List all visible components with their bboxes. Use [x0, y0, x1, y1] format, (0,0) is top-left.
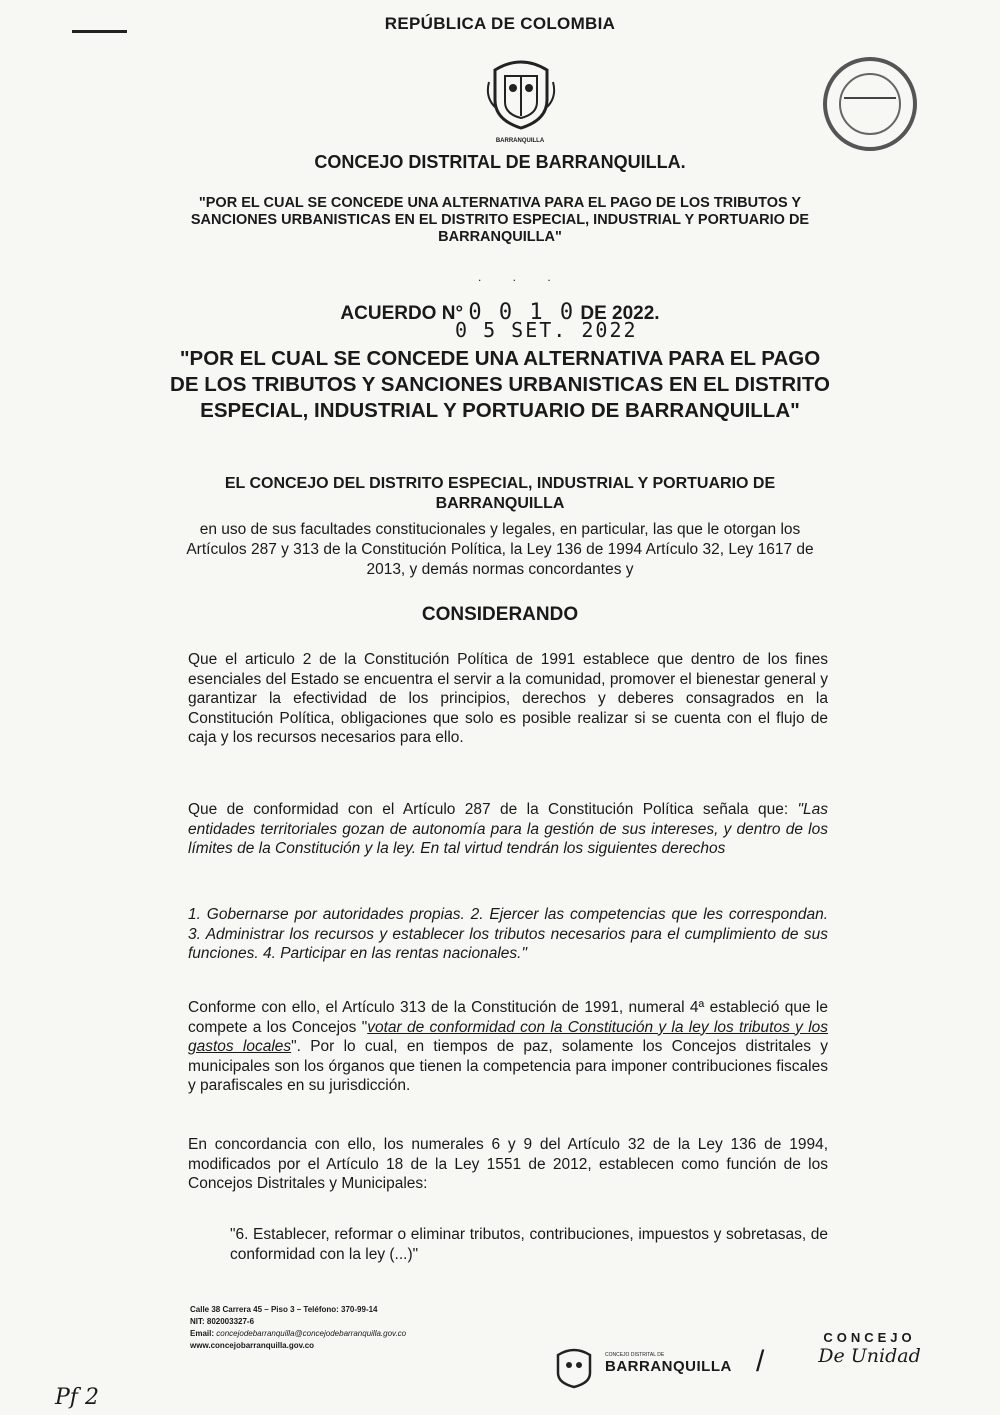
footer-crest-icon [552, 1345, 596, 1389]
republic-heading: REPÚBLICA DE COLOMBIA [384, 14, 616, 33]
council-heading: CONCEJO DISTRITAL DE BARRANQUILLA. [314, 152, 686, 172]
paragraph-article-313-end: ". Por lo cual, en tiempos de paz, solamente los Concejos distritales y municipales son los órganos que tienen la competencia para imponer contribuciones fiscales y parafiscales en su jurisdicción. [188, 1038, 828, 1094]
footer-slash: / [756, 1345, 765, 1378]
paragraph-ley-136: En concordancia con ello, los numerales 6 y 9 del Artículo 32 de la Ley 136 de 1994, modificados por el Artículo 18 de la Ley 1551 de 2012, establecen como función de los Concejos Distritales y Municipales: [188, 1136, 828, 1192]
council-body-heading: EL CONCEJO DEL DISTRITO ESPECIAL, INDUSTRIAL Y PORTUARIO DE BARRANQUILLA [224, 475, 776, 512]
paragraph-article-313-quote: votar de conformidad con la Constitución y la ley los tributos y los gastos locales [188, 1018, 829, 1055]
document-subtitle: "POR EL CUAL SE CONCEDE UNA ALTERNATIVA PARA EL PAGO DE LOS TRIBUTOS Y SANCIONES URBANISTICAS EN EL DISTRITO ESPECIAL, INDUSTRIAL Y PORTUARIO DE BARRANQUILLA" [190, 195, 810, 245]
dot-marks: . . . [478, 270, 565, 284]
footer-address: Calle 38 Carrera 45 – Piso 3 – Teléfono: 370-99-14 [190, 1305, 378, 1314]
paragraph-article-313-start: Conforme con ello, el Artículo 313 de la Constitución de 1991, numeral 4ª estableció que le compete a los Concejos " [188, 999, 828, 1036]
paragraph-article-287-intro: Que de conformidad con el Artículo 287 de la Constitución Política señala que: [188, 801, 789, 818]
footer-website: www.concejobarranquilla.gov.co [190, 1341, 315, 1350]
paragraph-article-287 [188, 800, 828, 859]
stamp-date: 0 5 SET. 2022 [455, 318, 638, 342]
acuerdo-year: DE 2022. [580, 303, 660, 324]
unity-logo-top-text: CONCEJO [823, 1330, 916, 1345]
seal-stamp-icon [822, 56, 918, 152]
paragraph-article-2: Que el articulo 2 de la Constitución Política de 1991 establece que dentro de los fines esenciales del Estado se encuentra el servir a la comunidad, promover el bienestar general y garantizar la efectividad de los principios, derechos y deberes consagrados en la Constitución Política, obligaciones que solo es posible realizar si se cuenta con el flujo de caja y los recursos necesarios para ello. [188, 651, 828, 746]
acuerdo-label: ACUERDO [340, 303, 437, 324]
unity-logo-bottom-text: De Unidad [818, 1345, 921, 1367]
footer-logo-small-text: CONCEJO DISTRITAL DE [605, 1352, 665, 1358]
concejo-de-unidad-logo [812, 1330, 927, 1367]
footer-email: concejodebarranquilla@concejodebarranquilla.gov.co [216, 1329, 407, 1338]
paragraph-article-313 [188, 998, 828, 1096]
footer-logo-big-text: BARRANQUILLA [605, 1358, 732, 1375]
footer-nit: NIT: 802003327-6 [190, 1317, 255, 1326]
paragraph-article-287-quote: "Las entidades territoriales gozan de autonomía para la gestión de sus intereses, y dentro de los límites de la Constitución y la ley. En tal virtud tendrán los siguientes derechos [188, 801, 828, 857]
footer-council-logo-text [605, 1352, 732, 1376]
footer-contact [190, 1304, 406, 1352]
acuerdo-number-prefix: N° [441, 303, 464, 324]
crest-label: BARRANQUILLA [495, 138, 545, 144]
facultades-paragraph: en uso de sus facultades constitucionales y legales, en particular, las que le otorgan los Artículos 287 y 313 de la Constitución Política, la Ley 136 de 1994 Artículo 32, Ley 1617 de 2013, y demás normas concordantes y [186, 521, 814, 578]
handwritten-page-mark: Pf 2 [55, 1385, 99, 1410]
paragraph-numeral-6-quote: "6. Establecer, reformar o eliminar tributos, contribuciones, impuestos y sobretasas, de conformidad con la ley (...)" [230, 1226, 828, 1263]
main-title: "POR EL CUAL SE CONCEDE UNA ALTERNATIVA PARA EL PAGO DE LOS TRIBUTOS Y SANCIONES URBANISTICAS EN EL DISTRITO ESPECIAL, INDUSTRIAL Y PORTUARIO DE BARRANQUILLA" [170, 347, 830, 422]
footer-email-line [190, 1328, 406, 1340]
barranquilla-crest-icon [485, 52, 557, 132]
considerando-heading: CONSIDERANDO [421, 604, 579, 625]
footer-email-label: Email: [190, 1329, 215, 1338]
paragraph-rights-list: 1. Gobernarse por autoridades propias. 2. Ejercer las competencias que les correspondan. 3. Administrar los recursos y establecer los tributos necesarios para el cumplimiento de sus funciones. 4. Participar en las rentas nacionales." [188, 906, 828, 962]
acuerdo-number: 0 0 1 0 [468, 300, 576, 325]
